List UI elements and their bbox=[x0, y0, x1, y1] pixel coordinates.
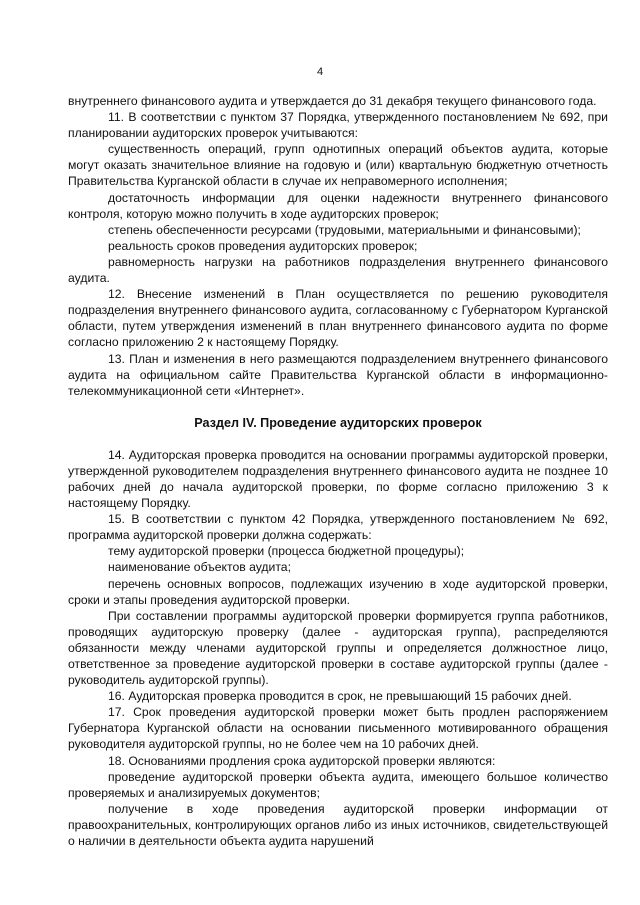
paragraph: достаточность информации для оценки надежности внутреннего финансового контроля, которую можно получить в ходе аудиторских проверок; bbox=[68, 190, 608, 221]
document-body bbox=[68, 93, 608, 849]
paragraph: наименование объектов аудита; bbox=[108, 560, 291, 575]
page-number: 4 bbox=[316, 66, 324, 78]
paragraph: равномерность нагрузки на работников подразделения внутреннего финансового аудита. bbox=[68, 254, 608, 286]
paragraph: 17. Срок проведения аудиторской проверки может быть продлен распоряжением Губернатора Курганской области на основании письменного мотивированного обращения руководителя аудиторской группы, но не более чем на 10 рабочих дней. bbox=[68, 705, 608, 752]
paragraph: При составлении программы аудиторской проверки формируется группа работников, проводящих аудиторскую проверку (далее - аудиторская группа), распределяются обязанности между членами аудиторской группы и определяется должностное лицо, ответственное за проведение аудиторской проверки в составе аудиторской группы (далее - руководитель аудиторской группы). bbox=[68, 608, 608, 688]
paragraph: 13. План и изменения в него размещаются подразделением внутреннего финансового аудита на официальном сайте Правительства Курганской области в информационно-телекоммуникационной сети «Интернет». bbox=[68, 351, 608, 398]
paragraph: получение в ходе проведения аудиторской проверки информации от правоохранительных, контролирующих органов либо из иных источников, свидетельствующей о наличии в деятельности объекта аудита нарушений bbox=[68, 801, 608, 849]
paragraph: 14. Аудиторская проверка проводится на основании программы аудиторской проверки, утвержденной руководителем подразделения внутреннего финансового аудита не позднее 10 рабочих дней до начала аудиторской проверки, по форме согласно приложению 3 к настоящему Порядку. bbox=[68, 447, 608, 511]
paragraph: 11. В соответствии с пунктом 37 Порядка, утвержденного постановлением № 692, при планировании аудиторских проверок учитываются: bbox=[68, 110, 608, 141]
paragraph: 12. Внесение изменений в План осуществляется по решению руководителя подразделения внутреннего финансового аудита, согласованному с Губернатором Курганской области, путем утверждения изменений в план внутреннего финансового аудита по форме согласно приложению 2 к настоящему Порядку. bbox=[68, 287, 608, 350]
paragraph: 18. Основаниями продления срока аудиторской проверки являются: bbox=[108, 753, 496, 768]
paragraphs-before-section bbox=[68, 93, 608, 399]
paragraphs-after-section bbox=[68, 447, 608, 849]
paragraph: реальность сроков проведения аудиторских проверок; bbox=[108, 238, 418, 253]
section-heading: Раздел IV. Проведение аудиторских проверок bbox=[194, 415, 482, 430]
paragraph: перечень основных вопросов, подлежащих изучению в ходе аудиторской проверки, сроки и этапы проведения аудиторской проверки. bbox=[68, 576, 608, 607]
paragraph: 16. Аудиторская проверка проводится в срок, не превышающий 15 рабочих дней. bbox=[108, 689, 572, 704]
paragraph: проведение аудиторской проверки объекта аудита, имеющего большое количество проверяемых и анализируемых документов; bbox=[68, 769, 608, 800]
paragraph: существенность операций, групп однотипных операций объектов аудита, которые могут оказать значительное влияние на годовую и (или) квартальную бюджетную отчетность Правительства Курганской области в случае их неправомерного исполнения; bbox=[68, 142, 608, 189]
paragraph: тему аудиторской проверки (процесса бюджетной процедуры); bbox=[108, 544, 465, 559]
paragraph: степень обеспеченности ресурсами (трудовыми, материальными и финансовыми); bbox=[108, 222, 581, 237]
paragraph: внутреннего финансового аудита и утверждается до 31 декабря текущего финансового года. bbox=[68, 94, 597, 108]
paragraph: 15. В соответствии с пунктом 42 Порядка, утвержденного постановлением № 692, программа аудиторской проверки должна содержать: bbox=[68, 512, 608, 543]
